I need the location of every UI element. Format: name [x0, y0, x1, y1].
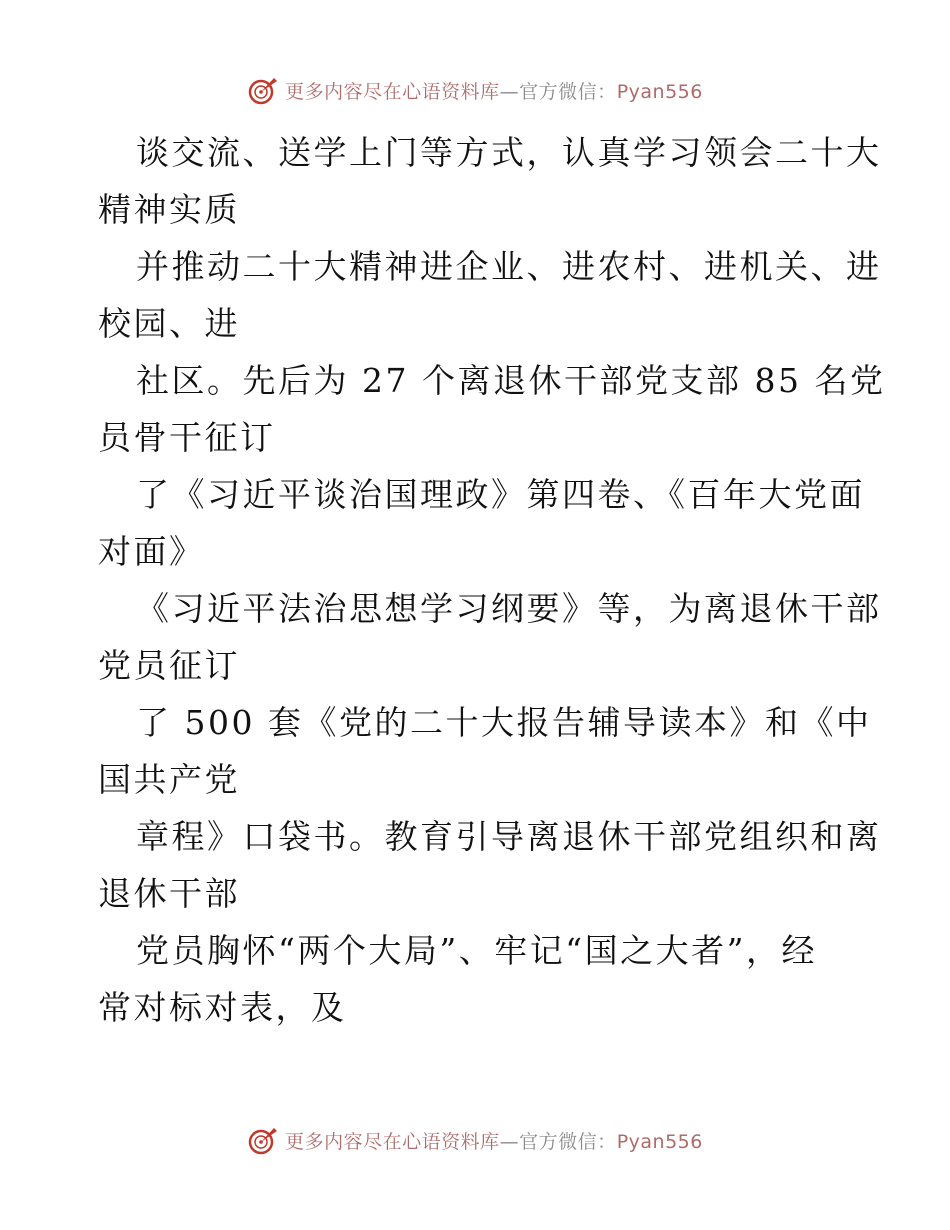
- paragraph: [98, 808, 882, 922]
- paragraph-line: 了 500 套《党的二十大报告辅导读本》和《中: [136, 703, 872, 742]
- header-brand: 更多内容尽在心语资料库: [285, 80, 500, 103]
- paragraph: [98, 124, 882, 238]
- paragraph-line: 谈交流、送学上门等方式，认真学习领会二十大: [136, 133, 882, 172]
- paragraph-line: 校园、进: [98, 304, 240, 343]
- paragraph-line: 国共产党: [98, 760, 240, 799]
- header-separator: —: [499, 80, 520, 103]
- header-banner: [0, 70, 950, 110]
- footer-separator: —: [499, 1130, 520, 1153]
- paragraph-line: 了《习近平谈治国理政》第四卷、《百年大党面: [136, 475, 865, 514]
- paragraph-line: 《习近平法治思想学习纲要》等，为离退休干部: [136, 589, 882, 628]
- paragraph: [98, 352, 886, 466]
- paragraph: [98, 922, 858, 1036]
- pen-nib-logo-icon: [247, 74, 279, 106]
- paragraph-line: 社区。先后为 27 个离退休干部党支部 85 名党: [136, 361, 886, 400]
- paragraph-line: 精神实质: [98, 190, 240, 229]
- footer-wechat-id: Pyan556: [616, 1130, 703, 1153]
- footer-brand: 更多内容尽在心语资料库: [285, 1130, 500, 1153]
- paragraph: [98, 466, 865, 580]
- paragraph-line: 对面》: [98, 532, 205, 571]
- header-banner-text: [285, 77, 703, 104]
- paragraph: [98, 694, 872, 808]
- document-body: [98, 124, 886, 1036]
- paragraph-line: 退休干部: [98, 874, 240, 913]
- paragraph: [98, 238, 882, 352]
- paragraph-line: 党员征订: [98, 646, 240, 685]
- footer-wechat-label: 官方微信：: [519, 1130, 617, 1153]
- paragraph-line: 并推动二十大精神进企业、进农村、进机关、进: [136, 247, 882, 286]
- paragraph-line: 员骨干征订: [98, 418, 276, 457]
- pen-nib-logo-icon: [247, 1124, 279, 1156]
- paragraph: [98, 580, 882, 694]
- footer-banner-text: [285, 1127, 703, 1154]
- paragraph-line: 党员胸怀“两个大局”、牢记“国之大者”，经: [136, 931, 817, 970]
- paragraph-line: 章程》口袋书。教育引导离退休干部党组织和离: [136, 817, 882, 856]
- header-wechat-id: Pyan556: [616, 80, 703, 103]
- header-wechat-label: 官方微信：: [519, 80, 617, 103]
- footer-banner: [0, 1120, 950, 1160]
- paragraph-line: 常对标对表，及: [98, 988, 347, 1027]
